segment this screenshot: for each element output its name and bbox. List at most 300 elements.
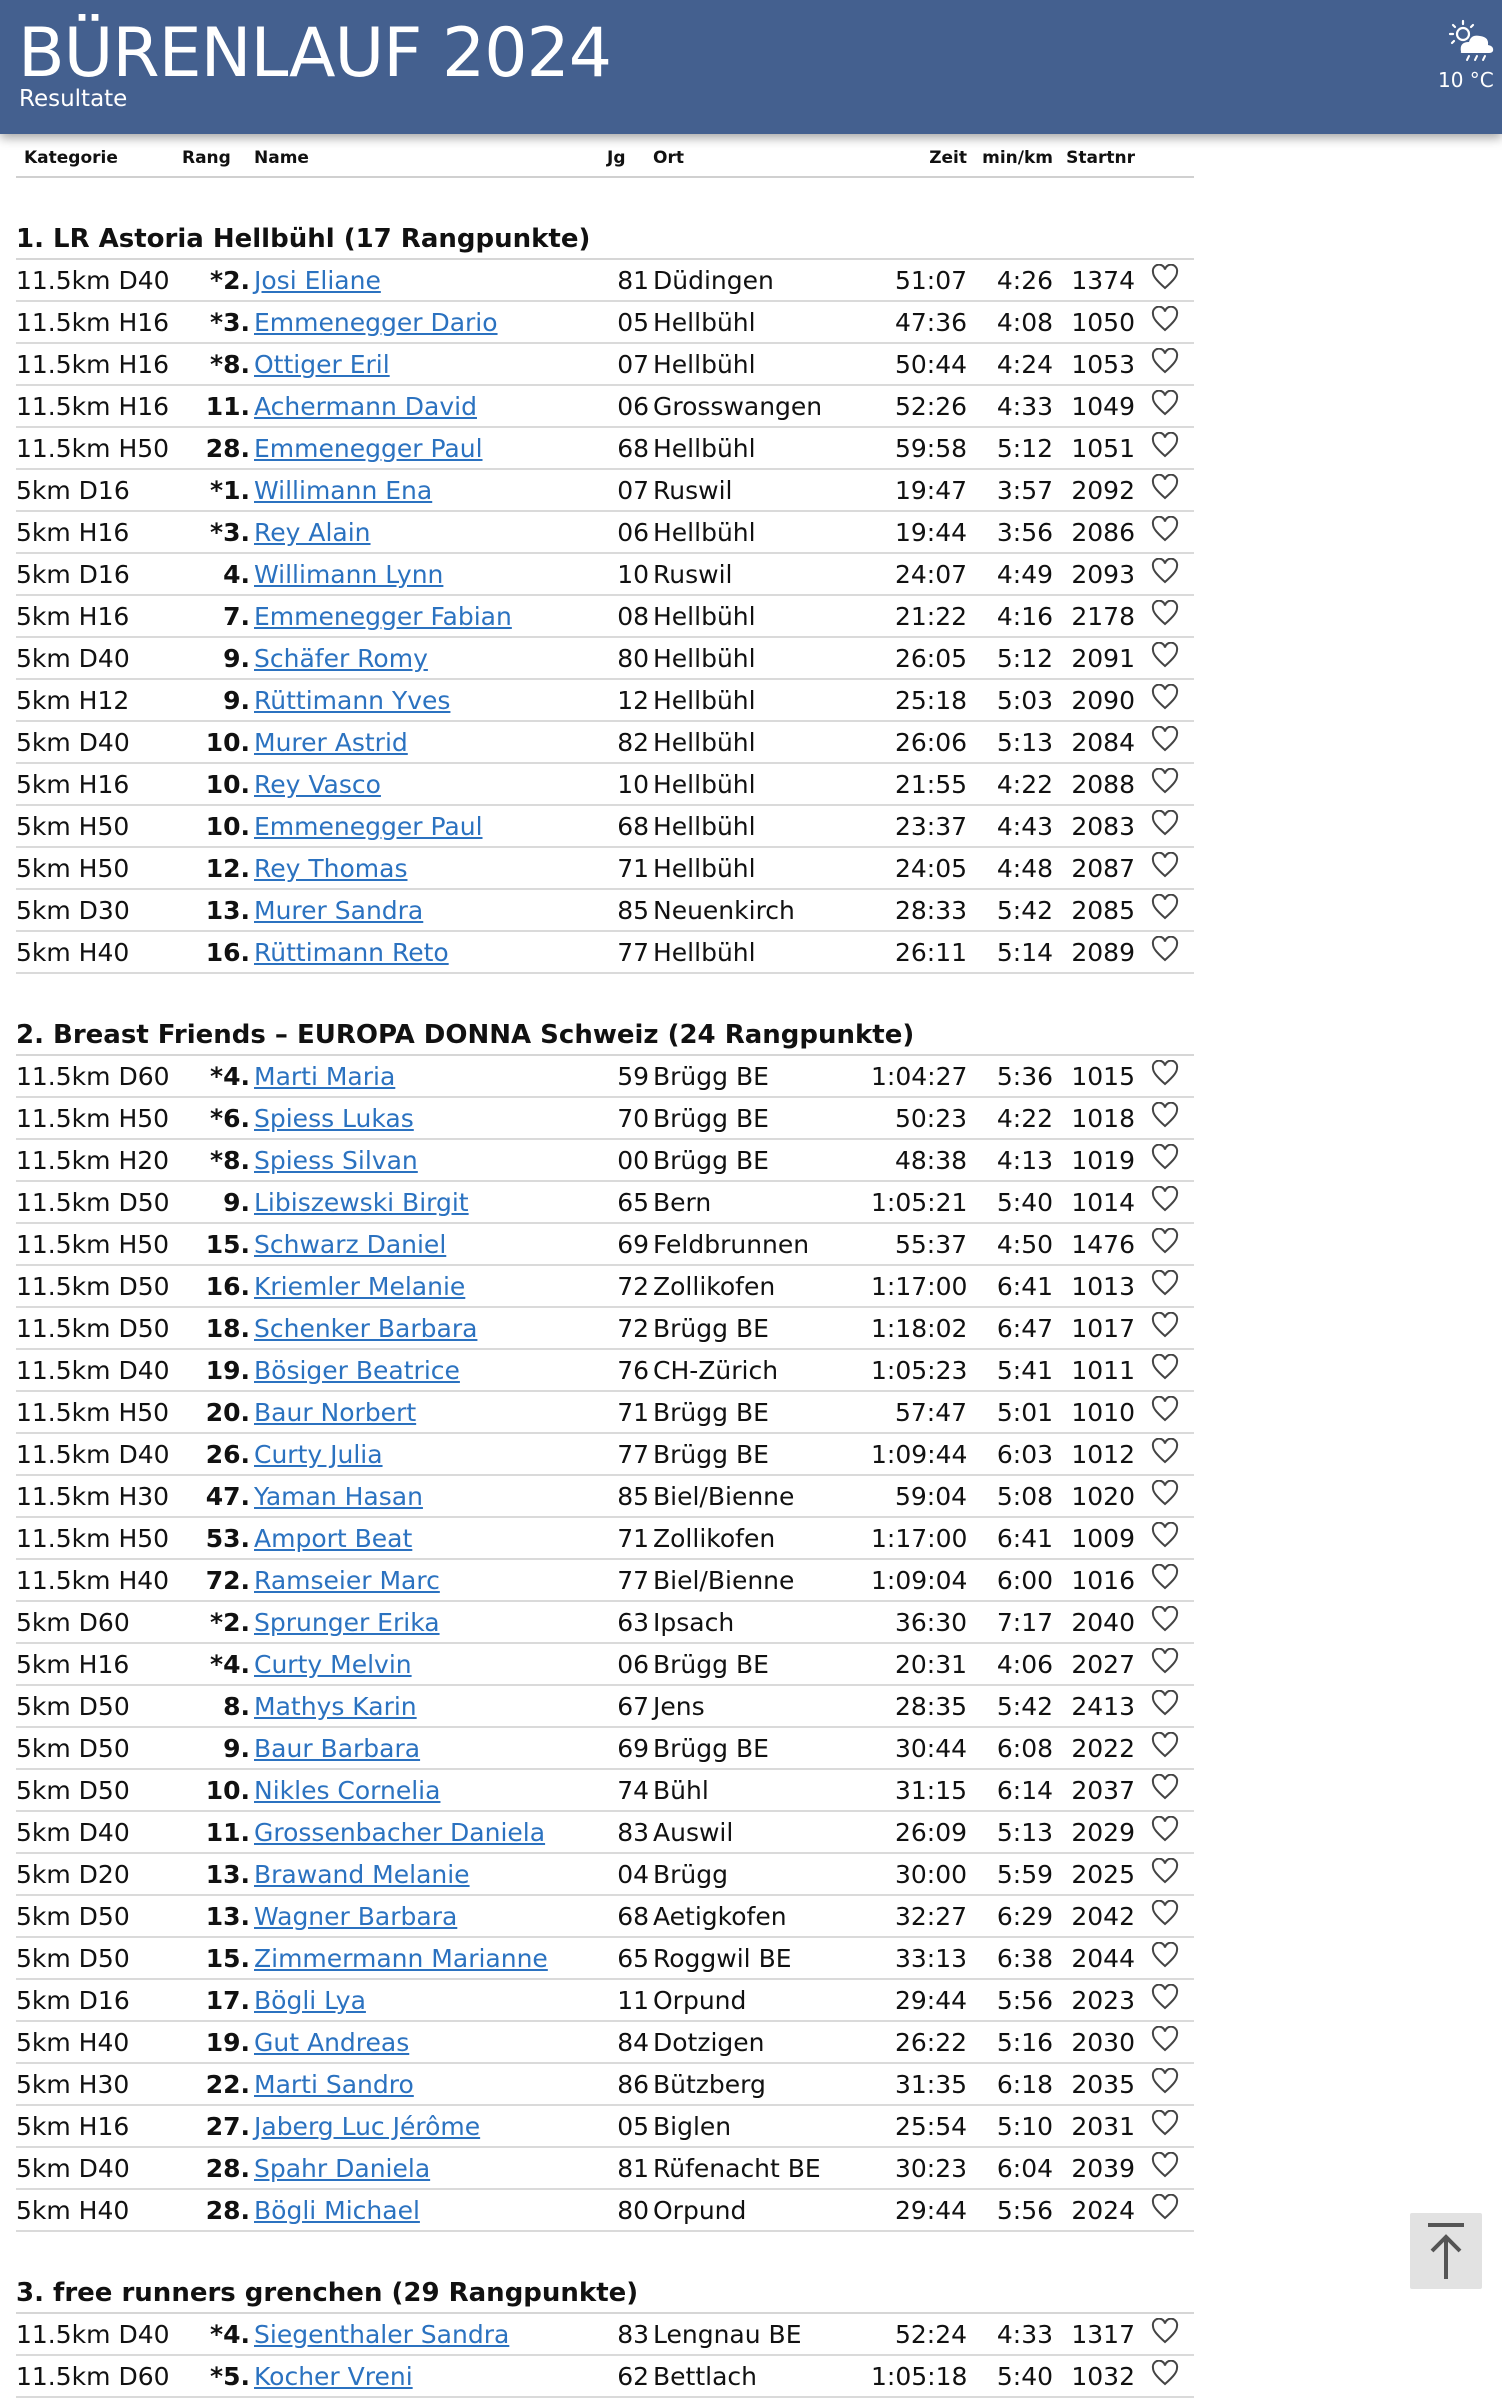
row-name-cell: [250, 2021, 595, 2063]
favorite-button[interactable]: [1135, 1685, 1194, 1727]
row-name-cell: [250, 1601, 595, 1643]
row-location: Hellbühl: [649, 763, 871, 805]
row-time: 30:23: [871, 2147, 967, 2189]
row-time: 32:27: [871, 1895, 967, 1937]
favorite-button[interactable]: [1135, 1433, 1194, 1475]
row-category: 11.5km D40: [16, 1433, 170, 1475]
row-category: 11.5km H50: [16, 1223, 170, 1265]
row-name-cell: [250, 1517, 595, 1559]
row-name-cell: [250, 385, 595, 427]
row-start-number: 1049: [1053, 385, 1135, 427]
runner-name-link[interactable]: Emmenegger Paul: [254, 433, 483, 463]
row-time: 26:22: [871, 2021, 967, 2063]
runner-name-link[interactable]: Kriemler Melanie: [254, 1271, 466, 1301]
favorite-button[interactable]: [1135, 2063, 1194, 2105]
favorite-button[interactable]: [1135, 1517, 1194, 1559]
row-name-cell: [250, 1937, 595, 1979]
row-start-number: 1013: [1053, 1265, 1135, 1307]
runner-name-link[interactable]: Josi Eliane: [254, 265, 381, 295]
row-location: Orpund: [649, 1979, 871, 2021]
row-start-number: 1018: [1053, 1097, 1135, 1139]
row-name-cell: [250, 1139, 595, 1181]
row-time: 29:44: [871, 2189, 967, 2231]
table-row: [16, 2313, 1194, 2355]
column-header-kategorie[interactable]: Kategorie: [16, 140, 170, 177]
row-time: 20:31: [871, 1643, 967, 1685]
row-birthyear: 65: [595, 1181, 649, 1223]
row-location: Hellbühl: [649, 427, 871, 469]
row-start-number: 1014: [1053, 1181, 1135, 1223]
table-header: [16, 140, 1194, 177]
heart-outline-icon: [1151, 558, 1179, 590]
row-time: 1:18:02: [871, 1307, 967, 1349]
column-header-jg[interactable]: Jg: [595, 140, 649, 177]
row-rank: 11.: [170, 1811, 250, 1853]
heart-outline-icon: [1151, 600, 1179, 632]
row-rank: 28.: [170, 2147, 250, 2189]
row-time: 19:44: [871, 511, 967, 553]
row-pace: 4:26: [967, 259, 1053, 301]
heart-outline-icon: [1151, 1690, 1179, 1722]
runner-name-link[interactable]: Nikles Cornelia: [254, 1775, 441, 1805]
runner-name-link[interactable]: Spahr Daniela: [254, 2153, 431, 2183]
runner-name-link[interactable]: Grossenbacher Daniela: [254, 1817, 546, 1847]
runner-name-link[interactable]: Murer Sandra: [254, 895, 424, 925]
runner-name-link[interactable]: Rey Vasco: [254, 769, 381, 799]
runner-name-link[interactable]: Achermann David: [254, 391, 477, 421]
row-category: 11.5km H16: [16, 343, 170, 385]
row-location: Zollikofen: [649, 1265, 871, 1307]
favorite-button[interactable]: [1135, 427, 1194, 469]
row-pace: 6:00: [967, 1559, 1053, 1601]
heart-outline-icon: [1151, 642, 1179, 674]
favorite-button[interactable]: [1135, 2105, 1194, 2147]
heart-outline-icon: [1151, 810, 1179, 842]
row-name-cell: [250, 511, 595, 553]
row-birthyear: 77: [595, 931, 649, 973]
heart-outline-icon: [1151, 2026, 1179, 2058]
row-rank: 28.: [170, 2189, 250, 2231]
row-category: 11.5km D50: [16, 1181, 170, 1223]
row-category: 11.5km D50: [16, 1265, 170, 1307]
row-pace: 4:49: [967, 553, 1053, 595]
table-row: [16, 553, 1194, 595]
row-rank: 27.: [170, 2105, 250, 2147]
column-header-ort[interactable]: Ort: [649, 140, 871, 177]
runner-name-link[interactable]: Yaman Hasan: [254, 1481, 423, 1511]
runner-name-link[interactable]: Marti Sandro: [254, 2069, 414, 2099]
runner-name-link[interactable]: Zimmermann Marianne: [254, 1943, 548, 1973]
heart-outline-icon: [1151, 1984, 1179, 2016]
row-time: 23:37: [871, 805, 967, 847]
runner-name-link[interactable]: Ottiger Eril: [254, 349, 390, 379]
runner-name-link[interactable]: Amport Beat: [254, 1523, 413, 1553]
row-time: 21:22: [871, 595, 967, 637]
row-category: 11.5km D50: [16, 1307, 170, 1349]
runner-name-link[interactable]: Schwarz Daniel: [254, 1229, 447, 1259]
favorite-button[interactable]: [1135, 343, 1194, 385]
column-header-zeit[interactable]: Zeit: [871, 140, 967, 177]
runner-name-link[interactable]: Spiess Lukas: [254, 1103, 414, 1133]
row-name-cell: [250, 721, 595, 763]
row-time: 29:44: [871, 1979, 967, 2021]
table-row: [16, 343, 1194, 385]
row-time: 52:24: [871, 2313, 967, 2355]
favorite-button[interactable]: [1135, 721, 1194, 763]
row-name-cell: [250, 1685, 595, 1727]
row-location: Ruswil: [649, 553, 871, 595]
row-location: Hellbühl: [649, 637, 871, 679]
row-category: 5km H30: [16, 2063, 170, 2105]
column-header-rang[interactable]: Rang: [170, 140, 250, 177]
row-pace: 5:12: [967, 427, 1053, 469]
row-rank: *8.: [170, 1139, 250, 1181]
row-start-number: 1476: [1053, 1223, 1135, 1265]
row-rank: 4.: [170, 553, 250, 595]
row-pace: 5:42: [967, 889, 1053, 931]
row-start-number: 2083: [1053, 805, 1135, 847]
row-birthyear: 11: [595, 1979, 649, 2021]
row-start-number: 1050: [1053, 301, 1135, 343]
favorite-button[interactable]: [1135, 2021, 1194, 2063]
favorite-button[interactable]: [1135, 1727, 1194, 1769]
favorite-button[interactable]: [1135, 595, 1194, 637]
favorite-button[interactable]: [1135, 1097, 1194, 1139]
heart-outline-icon: [1151, 1102, 1179, 1134]
runner-name-link[interactable]: Libiszewski Birgit: [254, 1187, 469, 1217]
table-row: [16, 595, 1194, 637]
heart-outline-icon: [1151, 852, 1179, 884]
row-pace: 6:03: [967, 1433, 1053, 1475]
heart-outline-icon: [1151, 2068, 1179, 2100]
row-time: 59:04: [871, 1475, 967, 1517]
results-body: [16, 177, 1194, 2397]
scroll-to-top-button[interactable]: [1410, 2213, 1482, 2289]
favorite-button[interactable]: [1135, 763, 1194, 805]
table-row: [16, 2147, 1194, 2189]
row-birthyear: 84: [595, 2021, 649, 2063]
row-category: 5km H16: [16, 511, 170, 553]
row-name-cell: [250, 889, 595, 931]
row-location: Zollikofen: [649, 1517, 871, 1559]
row-time: 36:30: [871, 1601, 967, 1643]
row-start-number: 2091: [1053, 637, 1135, 679]
favorite-button[interactable]: [1135, 1601, 1194, 1643]
row-location: Brügg BE: [649, 1433, 871, 1475]
runner-name-link[interactable]: Sprunger Erika: [254, 1607, 440, 1637]
row-location: Orpund: [649, 2189, 871, 2231]
favorite-button[interactable]: [1135, 469, 1194, 511]
runner-name-link[interactable]: Brawand Melanie: [254, 1859, 470, 1889]
row-time: 48:38: [871, 1139, 967, 1181]
favorite-button[interactable]: [1135, 637, 1194, 679]
runner-name-link[interactable]: Bögli Lya: [254, 1985, 366, 2015]
row-name-cell: [250, 1265, 595, 1307]
row-rank: 22.: [170, 2063, 250, 2105]
row-time: 30:00: [871, 1853, 967, 1895]
row-name-cell: [250, 469, 595, 511]
favorite-button[interactable]: [1135, 1139, 1194, 1181]
row-location: Hellbühl: [649, 301, 871, 343]
group-title: 1. LR Astoria Hellbühl (17 Rangpunkte): [16, 177, 1194, 259]
runner-name-link[interactable]: Marti Maria: [254, 1061, 396, 1091]
row-pace: 3:57: [967, 469, 1053, 511]
row-start-number: 1016: [1053, 1559, 1135, 1601]
heart-outline-icon: [1151, 894, 1179, 926]
row-location: Brügg BE: [649, 1139, 871, 1181]
row-time: 1:04:27: [871, 1055, 967, 1097]
row-time: 1:09:04: [871, 1559, 967, 1601]
row-birthyear: 08: [595, 595, 649, 637]
runner-name-link[interactable]: Rey Thomas: [254, 853, 408, 883]
row-start-number: 1012: [1053, 1433, 1135, 1475]
row-category: 11.5km H20: [16, 1139, 170, 1181]
favorite-button[interactable]: [1135, 259, 1194, 301]
row-start-number: 2035: [1053, 2063, 1135, 2105]
runner-name-link[interactable]: Spiess Silvan: [254, 1145, 418, 1175]
runner-name-link[interactable]: Baur Barbara: [254, 1733, 421, 1763]
row-birthyear: 68: [595, 805, 649, 847]
row-time: 59:58: [871, 427, 967, 469]
heart-outline-icon: [1151, 474, 1179, 506]
favorite-button[interactable]: [1135, 511, 1194, 553]
row-location: Hellbühl: [649, 511, 871, 553]
row-location: Hellbühl: [649, 805, 871, 847]
row-name-cell: [250, 1433, 595, 1475]
favorite-button[interactable]: [1135, 2147, 1194, 2189]
partly-cloudy-rain-icon: [1447, 18, 1495, 62]
favorite-button[interactable]: [1135, 1559, 1194, 1601]
runner-name-link[interactable]: Rey Alain: [254, 517, 371, 547]
row-pace: 5:14: [967, 931, 1053, 973]
row-start-number: 2092: [1053, 469, 1135, 511]
row-rank: 10.: [170, 763, 250, 805]
favorite-button[interactable]: [1135, 301, 1194, 343]
runner-name-link[interactable]: Willimann Ena: [254, 475, 433, 505]
row-pace: 6:47: [967, 1307, 1053, 1349]
row-category: 5km D16: [16, 1979, 170, 2021]
row-birthyear: 76: [595, 1349, 649, 1391]
runner-name-link[interactable]: Gut Andreas: [254, 2027, 410, 2057]
column-header-pace[interactable]: min/km: [967, 140, 1053, 177]
table-row: [16, 1727, 1194, 1769]
runner-name-link[interactable]: Schäfer Romy: [254, 643, 428, 673]
favorite-button[interactable]: [1135, 1475, 1194, 1517]
favorite-button[interactable]: [1135, 1055, 1194, 1097]
table-row: [16, 1937, 1194, 1979]
favorite-button[interactable]: [1135, 1391, 1194, 1433]
row-pace: 5:59: [967, 1853, 1053, 1895]
runner-name-link[interactable]: Bösiger Beatrice: [254, 1355, 460, 1385]
table-row: [16, 1265, 1194, 1307]
row-start-number: 1053: [1053, 343, 1135, 385]
weather-temperature: 10 °C: [1438, 68, 1494, 92]
table-row: [16, 2355, 1194, 2397]
row-birthyear: 72: [595, 1307, 649, 1349]
row-time: 26:09: [871, 1811, 967, 1853]
row-pace: 5:41: [967, 1349, 1053, 1391]
column-header-name[interactable]: Name: [250, 140, 595, 177]
favorite-button[interactable]: [1135, 2355, 1194, 2397]
heart-outline-icon: [1151, 726, 1179, 758]
runner-name-link[interactable]: Kocher Vreni: [254, 2361, 413, 2391]
runner-name-link[interactable]: Curty Melvin: [254, 1649, 412, 1679]
group-header: [16, 2231, 1194, 2313]
favorite-button[interactable]: [1135, 847, 1194, 889]
favorite-button[interactable]: [1135, 385, 1194, 427]
row-birthyear: 69: [595, 1223, 649, 1265]
row-time: 1:05:18: [871, 2355, 967, 2397]
table-row: [16, 2189, 1194, 2231]
table-row: [16, 259, 1194, 301]
favorite-button[interactable]: [1135, 1643, 1194, 1685]
favorite-button[interactable]: [1135, 1937, 1194, 1979]
runner-name-link[interactable]: Murer Astrid: [254, 727, 408, 757]
table-row: [16, 1433, 1194, 1475]
favorite-button[interactable]: [1135, 2189, 1194, 2231]
row-category: 5km H16: [16, 1643, 170, 1685]
runner-name-link[interactable]: Rüttimann Yves: [254, 685, 451, 715]
row-rank: 53.: [170, 1517, 250, 1559]
row-pace: 6:14: [967, 1769, 1053, 1811]
heart-outline-icon: [1151, 1186, 1179, 1218]
table-row: [16, 1769, 1194, 1811]
runner-name-link[interactable]: Jaberg Luc Jérôme: [254, 2111, 481, 2141]
row-category: 5km D60: [16, 1601, 170, 1643]
row-rank: 7.: [170, 595, 250, 637]
row-birthyear: 71: [595, 847, 649, 889]
row-time: 55:37: [871, 1223, 967, 1265]
heart-outline-icon: [1151, 1480, 1179, 1512]
table-row: [16, 1139, 1194, 1181]
arrow-up-to-top-icon: [1410, 2213, 1482, 2289]
runner-name-link[interactable]: Schenker Barbara: [254, 1313, 478, 1343]
row-time: 1:05:23: [871, 1349, 967, 1391]
row-time: 30:44: [871, 1727, 967, 1769]
favorite-button[interactable]: [1135, 2313, 1194, 2355]
row-category: 5km D50: [16, 1937, 170, 1979]
favorite-button[interactable]: [1135, 1895, 1194, 1937]
table-row: [16, 1475, 1194, 1517]
heart-outline-icon: [1151, 306, 1179, 338]
row-time: 57:47: [871, 1391, 967, 1433]
row-name-cell: [250, 2147, 595, 2189]
row-category: 5km D50: [16, 1685, 170, 1727]
runner-name-link[interactable]: Baur Norbert: [254, 1397, 417, 1427]
column-header-startnr[interactable]: Startnr: [1053, 140, 1135, 177]
runner-name-link[interactable]: Emmenegger Dario: [254, 307, 498, 337]
runner-name-link[interactable]: Mathys Karin: [254, 1691, 417, 1721]
runner-name-link[interactable]: Wagner Barbara: [254, 1901, 458, 1931]
favorite-button[interactable]: [1135, 1265, 1194, 1307]
row-start-number: 2042: [1053, 1895, 1135, 1937]
runner-name-link[interactable]: Willimann Lynn: [254, 559, 444, 589]
runner-name-link[interactable]: Emmenegger Paul: [254, 811, 483, 841]
runner-name-link[interactable]: Rüttimann Reto: [254, 937, 449, 967]
table-row: [16, 931, 1194, 973]
row-category: 5km H16: [16, 2105, 170, 2147]
row-birthyear: 05: [595, 301, 649, 343]
row-pace: 6:08: [967, 1727, 1053, 1769]
row-name-cell: [250, 805, 595, 847]
row-time: 50:23: [871, 1097, 967, 1139]
row-time: 24:07: [871, 553, 967, 595]
favorite-button[interactable]: [1135, 931, 1194, 973]
row-start-number: 2024: [1053, 2189, 1135, 2231]
row-time: 19:47: [871, 469, 967, 511]
favorite-button[interactable]: [1135, 1349, 1194, 1391]
favorite-button[interactable]: [1135, 1307, 1194, 1349]
row-time: 1:09:44: [871, 1433, 967, 1475]
table-row: [16, 2063, 1194, 2105]
runner-name-link[interactable]: Curty Julia: [254, 1439, 383, 1469]
row-category: 5km H16: [16, 763, 170, 805]
favorite-button[interactable]: [1135, 805, 1194, 847]
row-pace: 4:08: [967, 301, 1053, 343]
row-name-cell: [250, 1307, 595, 1349]
favorite-button[interactable]: [1135, 1769, 1194, 1811]
row-start-number: 2040: [1053, 1601, 1135, 1643]
favorite-button[interactable]: [1135, 889, 1194, 931]
runner-name-link[interactable]: Emmenegger Fabian: [254, 601, 512, 631]
table-row: [16, 679, 1194, 721]
favorite-button[interactable]: [1135, 553, 1194, 595]
favorite-button[interactable]: [1135, 1181, 1194, 1223]
heart-outline-icon: [1151, 432, 1179, 464]
runner-name-link[interactable]: Siegenthaler Sandra: [254, 2319, 510, 2349]
row-location: Feldbrunnen: [649, 1223, 871, 1265]
row-birthyear: 81: [595, 259, 649, 301]
row-category: 11.5km H40: [16, 1559, 170, 1601]
row-rank: 13.: [170, 1895, 250, 1937]
favorite-button[interactable]: [1135, 1223, 1194, 1265]
row-pace: 5:12: [967, 637, 1053, 679]
row-category: 11.5km H50: [16, 1097, 170, 1139]
row-start-number: 2023: [1053, 1979, 1135, 2021]
heart-outline-icon: [1151, 2110, 1179, 2142]
row-pace: 6:38: [967, 1937, 1053, 1979]
row-location: Hellbühl: [649, 847, 871, 889]
row-location: Brügg BE: [649, 1097, 871, 1139]
favorite-button[interactable]: [1135, 1853, 1194, 1895]
row-category: 11.5km H30: [16, 1475, 170, 1517]
row-start-number: 2090: [1053, 679, 1135, 721]
row-birthyear: 10: [595, 553, 649, 595]
row-category: 5km D30: [16, 889, 170, 931]
row-pace: 5:16: [967, 2021, 1053, 2063]
row-rank: *2.: [170, 1601, 250, 1643]
row-start-number: 1374: [1053, 259, 1135, 301]
row-rank: *4.: [170, 2313, 250, 2355]
row-start-number: 2088: [1053, 763, 1135, 805]
row-location: Ipsach: [649, 1601, 871, 1643]
favorite-button[interactable]: [1135, 1979, 1194, 2021]
row-category: 5km D50: [16, 1769, 170, 1811]
row-start-number: 2413: [1053, 1685, 1135, 1727]
runner-name-link[interactable]: Ramseier Marc: [254, 1565, 440, 1595]
row-location: Biel/Bienne: [649, 1475, 871, 1517]
row-birthyear: 67: [595, 1685, 649, 1727]
row-name-cell: [250, 1895, 595, 1937]
row-birthyear: 05: [595, 2105, 649, 2147]
runner-name-link[interactable]: Bögli Michael: [254, 2195, 420, 2225]
row-birthyear: 06: [595, 385, 649, 427]
favorite-button[interactable]: [1135, 679, 1194, 721]
heart-outline-icon: [1151, 1354, 1179, 1386]
heart-outline-icon: [1151, 1648, 1179, 1680]
favorite-button[interactable]: [1135, 1811, 1194, 1853]
table-row: [16, 469, 1194, 511]
